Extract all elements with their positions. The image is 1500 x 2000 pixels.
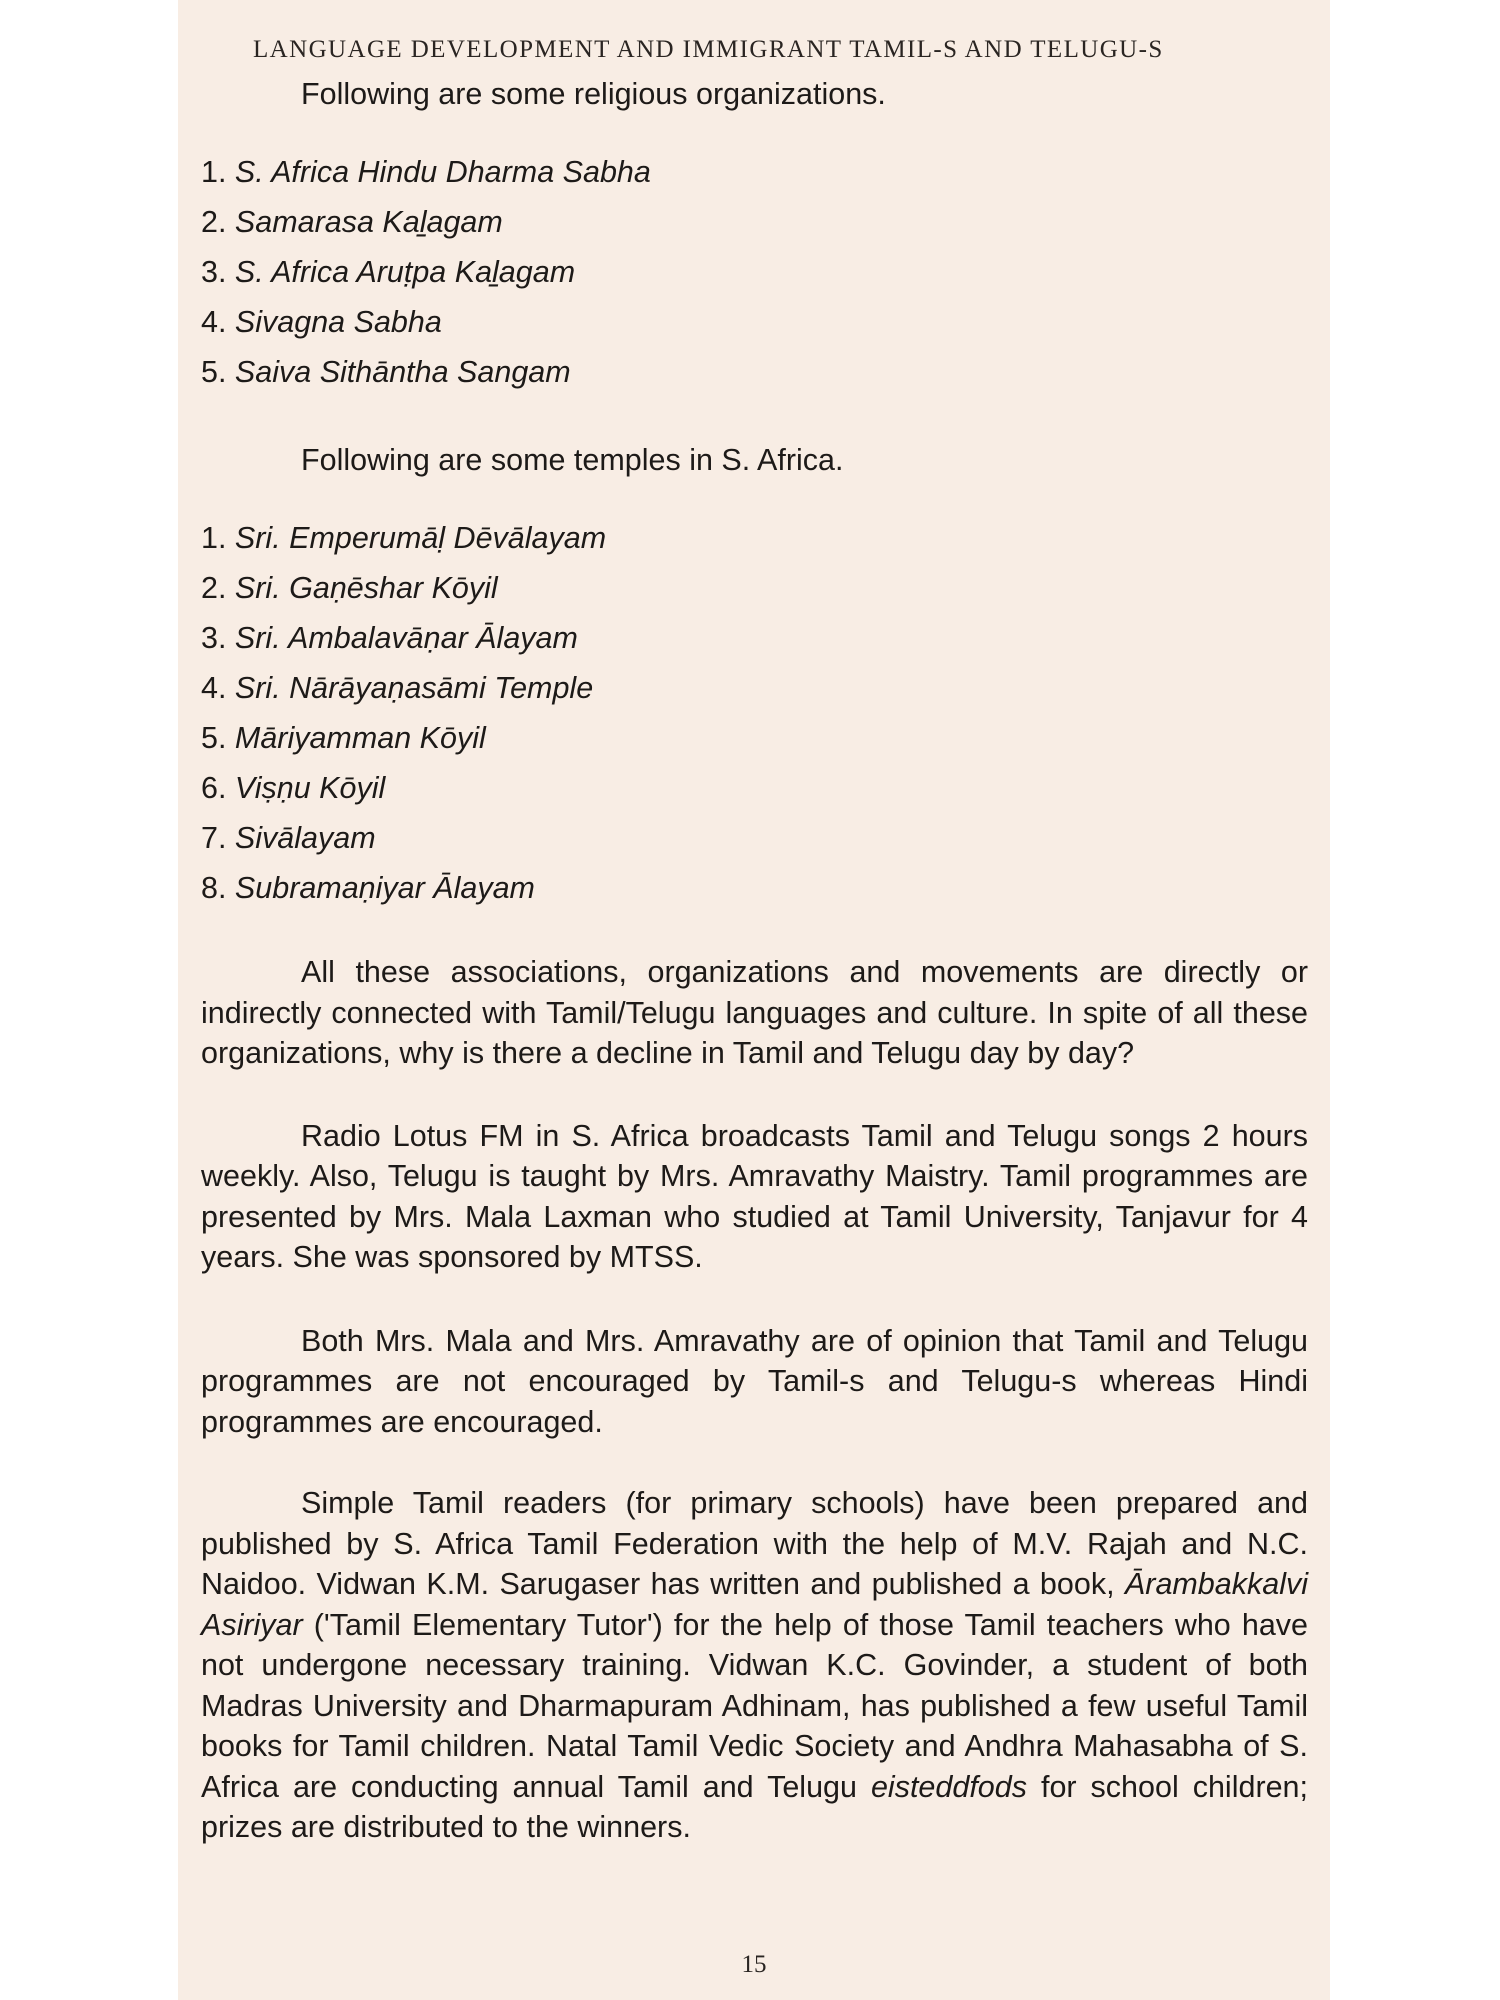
list-item: 1. Sri. Emperumāḷ Dēvālayam: [201, 521, 607, 555]
page-body: [201, 74, 1308, 1848]
list-item: 2. Samarasa Kaḻagam: [201, 205, 503, 239]
paragraph-associations: All these associations, organizations and movements are directly or indirectly connected with Tamil/Telugu languages and culture. In spite of all these organizations, why is there a decline in Tamil and Telugu day by day?: [201, 955, 1308, 1070]
list-item: 2. Sri. Gaṇēshar Kōyil: [201, 571, 498, 605]
running-header: LANGUAGE DEVELOPMENT AND IMMIGRANT TAMIL-S AND TELUGU-S: [253, 36, 1164, 63]
list-item: 6. Viṣṇu Kōyil: [201, 771, 386, 805]
list-item: 4. Sivagna Sabha: [201, 305, 442, 339]
paragraph-radio-lotus: Radio Lotus FM in S. Africa broadcasts Tamil and Telugu songs 2 hours weekly. Also, Telugu is taught by Mrs. Amravathy Maistry. Tamil programmes are presented by Mrs. Mala Laxman who studied at Tamil University, Tanjavur for 4 years. She was sponsored by MTSS.: [201, 1118, 1308, 1274]
religious-intro: Following are some religious organizations.: [301, 77, 886, 111]
page-number: 15: [741, 1951, 767, 1978]
religious-organizations-list: [201, 152, 1308, 402]
temples-intro: Following are some temples in S. Africa.: [301, 443, 844, 477]
term-eisteddfods: eisteddfods: [870, 1769, 1027, 1804]
list-item: 5. Saiva Sithāntha Sangam: [201, 355, 571, 389]
book-page: [178, 0, 1330, 2000]
list-item: 8. Subramaṇiyar Ālayam: [201, 871, 535, 905]
list-item: 7. Sivālayam: [201, 821, 376, 855]
list-item: 5. Māriyamman Kōyil: [201, 721, 486, 755]
paragraph-readers: Simple Tamil readers (for primary schools) have been prepared and published by S. Africa Tamil Federation with the help of M.V. Rajah and N.C. Naidoo. Vidwan K.M. Sarugaser has written and published a book, Ārambakkalvi Asiriyar ('Tamil Elementary Tutor') for the help of those Tamil teachers who have not undergone necessary training. Vidwan K.C. Govinder, a student of both Madras University and Dharmapuram Adhinam, has published a few useful Tamil books for Tamil children. Natal Tamil Vedic Society and Andhra Mahasabha of S. Africa are conducting annual Tamil and Telugu eisteddfods for school children; prizes are distributed to the winners.: [201, 1486, 1308, 1844]
list-item: 3. S. Africa Aruṭpa Kaḻagam: [201, 255, 576, 289]
paragraph-opinion: Both Mrs. Mala and Mrs. Amravathy are of opinion that Tamil and Telugu programmes are not encouraged by Tamil-s and Telugu-s whereas Hindi programmes are encouraged.: [201, 1323, 1308, 1439]
book-title: Ārambakkalvi Asiriyar: [201, 1567, 1308, 1642]
list-item: 4. Sri. Nārāyaṇasāmi Temple: [201, 671, 594, 705]
list-item: 3. Sri. Ambalavāṇar Ālayam: [201, 621, 578, 655]
temples-list: [201, 518, 1308, 918]
list-item: 1. S. Africa Hindu Dharma Sabha: [201, 155, 651, 189]
